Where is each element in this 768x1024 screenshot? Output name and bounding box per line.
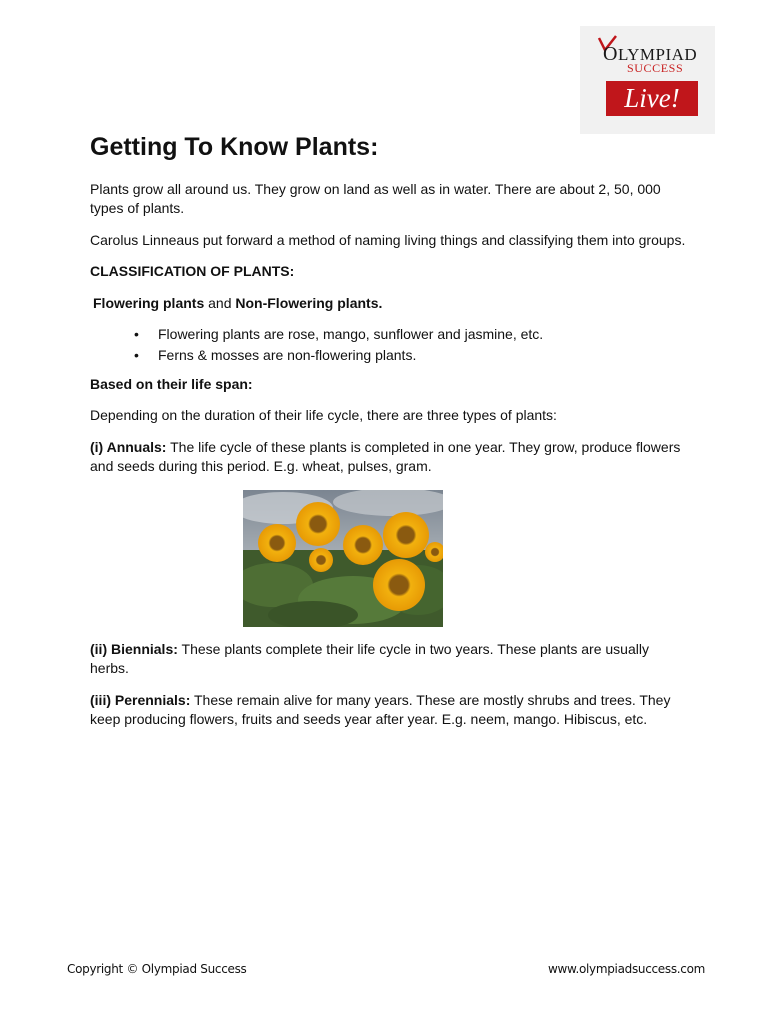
- sunflowers-photo: [243, 490, 443, 627]
- connector-text: and: [204, 295, 236, 311]
- bullet-icon: •: [134, 326, 139, 342]
- list-item: • Flowering plants are rose, mango, sunflower and jasmine, etc.: [90, 324, 670, 345]
- lifespan-intro: Depending on the duration of their life cycle, there are three types of plants:: [90, 407, 557, 423]
- non-flowering-plants-label: Non-Flowering plants.: [235, 295, 383, 311]
- list-item: • Ferns & mosses are non-flowering plants.: [90, 345, 670, 366]
- biennials-label: (ii) Biennials:: [90, 641, 178, 657]
- footer-copyright: Copyright © Olympiad Success: [67, 962, 247, 976]
- biennials-paragraph: (ii) Biennials: These plants complete their life cycle in two years. These plants are usually herbs.: [90, 641, 649, 676]
- logo-live-badge: Live!: [606, 81, 698, 116]
- bullet-icon: •: [134, 347, 139, 363]
- perennials-label: (iii) Perennials:: [90, 692, 191, 708]
- lifespan-heading: Based on their life span:: [90, 376, 253, 392]
- olympiad-success-logo: [580, 26, 715, 134]
- classification-bullet-list: [90, 324, 670, 366]
- intro-paragraph-2: Carolus Linneaus put forward a method of naming living things and classifying them into groups.: [90, 232, 686, 248]
- logo-brand-name: OLYMPIAD: [603, 43, 698, 65]
- annuals-paragraph: (i) Annuals: The life cycle of these plants is completed in one year. They grow, produce flowers and seeds during this period. E.g. wheat, pulses, gram.: [90, 439, 681, 474]
- flowering-plants-label: Flowering plants: [93, 295, 205, 311]
- classification-heading: CLASSIFICATION OF PLANTS:: [90, 263, 295, 279]
- perennials-paragraph: (iii) Perennials: These remain alive for many years. These are mostly shrubs and trees. They keep producing flowers, fruits and seeds year after year. E.g. neem, mango. Hibiscus, etc.: [90, 692, 671, 727]
- footer-website-link[interactable]: www.olympiadsuccess.com: [548, 962, 706, 976]
- page-title: Getting To Know Plants:: [90, 133, 379, 161]
- classification-line: [93, 294, 693, 313]
- sunflowers-image: [243, 490, 443, 627]
- intro-paragraph-1: Plants grow all around us. They grow on land as well as in water. There are about 2, 50, 000 types of plants.: [90, 181, 661, 216]
- logo-brand-subtitle: SUCCESS: [627, 61, 684, 75]
- annuals-label: (i) Annuals:: [90, 439, 167, 455]
